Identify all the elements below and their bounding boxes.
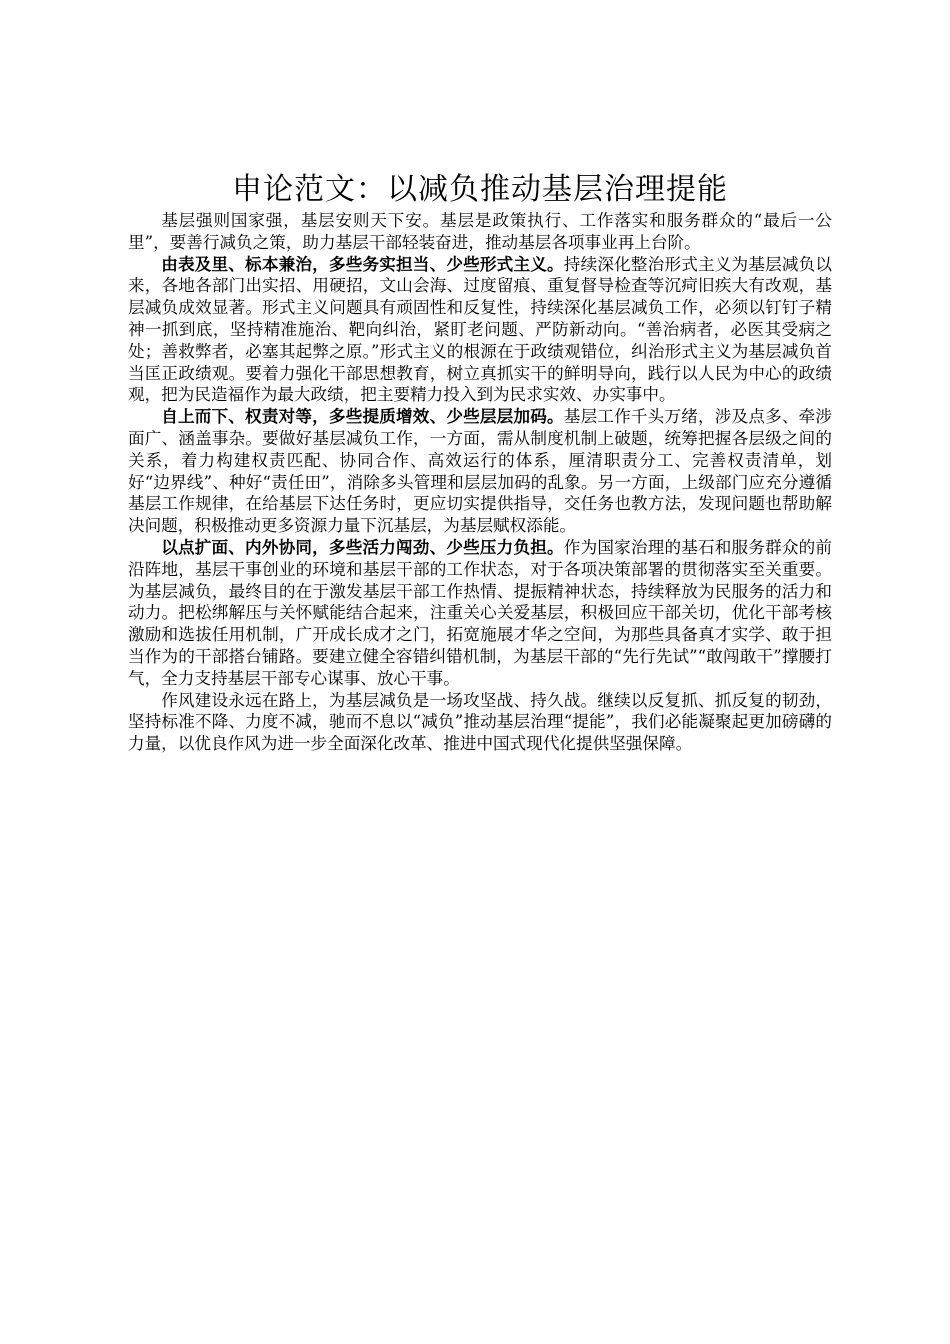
intro-paragraph: 基层强则国家强，基层安则天下安。基层是政策执行、工作落实和服务群众的“最后一公里”，要善行减负之策，助力基层干部轻装奋进，推动基层各项事业再上台阶。 [128, 211, 832, 252]
document-title: 申论范文：以减负推动基层治理提能 [232, 172, 728, 207]
section-paragraph-2 [128, 406, 832, 537]
document-page [128, 170, 832, 755]
section-paragraph-1 [128, 254, 832, 407]
section-lead-2: 自上而下、权责对等，多些提质增效、少些层层加码。 [161, 407, 564, 427]
section-lead-1: 由表及里、标本兼治，多些务实担当、少些形式主义。 [161, 254, 564, 274]
conclusion-paragraph: 作风建设永远在路上，为基层减负是一场攻坚战、持久战。继续以反复抓、抓反复的韧劲，坚持标准不降、力度不减，驰而不息以“减负”推动基层治理“提能”，我们必能凝聚起更加磅礴的力量，以优良作风为进一步全面深化改革、推进中国式现代化提供坚强保障。 [128, 690, 832, 754]
section-paragraph-3 [128, 537, 832, 690]
section-body-3: 作为国家治理的基石和服务群众的前沿阵地，基层干事创业的环境和基层干部的工作状态，对于各项决策部署的贯彻落实至关重要。为基层减负，最终目的在于激发基层干部工作热情、提振精神状态，持续释放为民服务的活力和动力。把松绑解压与关怀赋能结合起来，注重关心关爱基层，积极回应干部关切，优化干部考核激励和选拔任用机制，广开成长成才之门，拓宽施展才华之空间，为那些具备真才实学、敢于担当作为的干部搭台铺路。要建立健全容错纠错机制，为基层干部的“先行先试”“敢闯敢干”撑腰打气，全力支持基层干部专心谋事、放心干事。 [128, 537, 833, 688]
section-body-1: 持续深化整治形式主义为基层减负以来，各地各部门出实招、用硬招，文山会海、过度留痕、重复督导检查等沉疴旧疾大有改观，基层减负成效显著。形式主义问题具有顽固性和反复性，持续深化基层减负工作，必须以钉钉子精神一抓到底，坚持精准施治、靶向纠治，紧盯老问题、严防新动向。“善治病者，必医其受病之处；善救弊者，必塞其起弊之原。”形式主义的根源在于政绩观错位，纠治形式主义为基层减负首当匡正政绩观。要着力强化干部思想教育，树立真抓实干的鲜明导向，践行以人民为中心的政绩观，把为民造福作为最大政绩，把主要精力投入到为民求实效、办实事中。 [128, 254, 833, 405]
section-body-2: 基层工作千头万绪，涉及点多、牵涉面广、涵盖事杂。要做好基层减负工作，一方面，需从制度机制上破题，统筹把握各层级之间的关系，着力构建权责匹配、协同合作、高效运行的体系，厘清职责分工、完善权责清单，划好“边界线”、种好“责任田”，消除多头管理和层层加码的乱象。另一方面，上级部门应充分遵循基层工作规律，在给基层下达任务时，更应切实提供指导，交任务也教方法，发现问题也帮助解决问题，积极推动更多资源力量下沉基层，为基层赋权添能。 [128, 407, 833, 536]
section-lead-3: 以点扩面、内外协同，多些活力闯劲、少些压力负担。 [161, 537, 564, 557]
